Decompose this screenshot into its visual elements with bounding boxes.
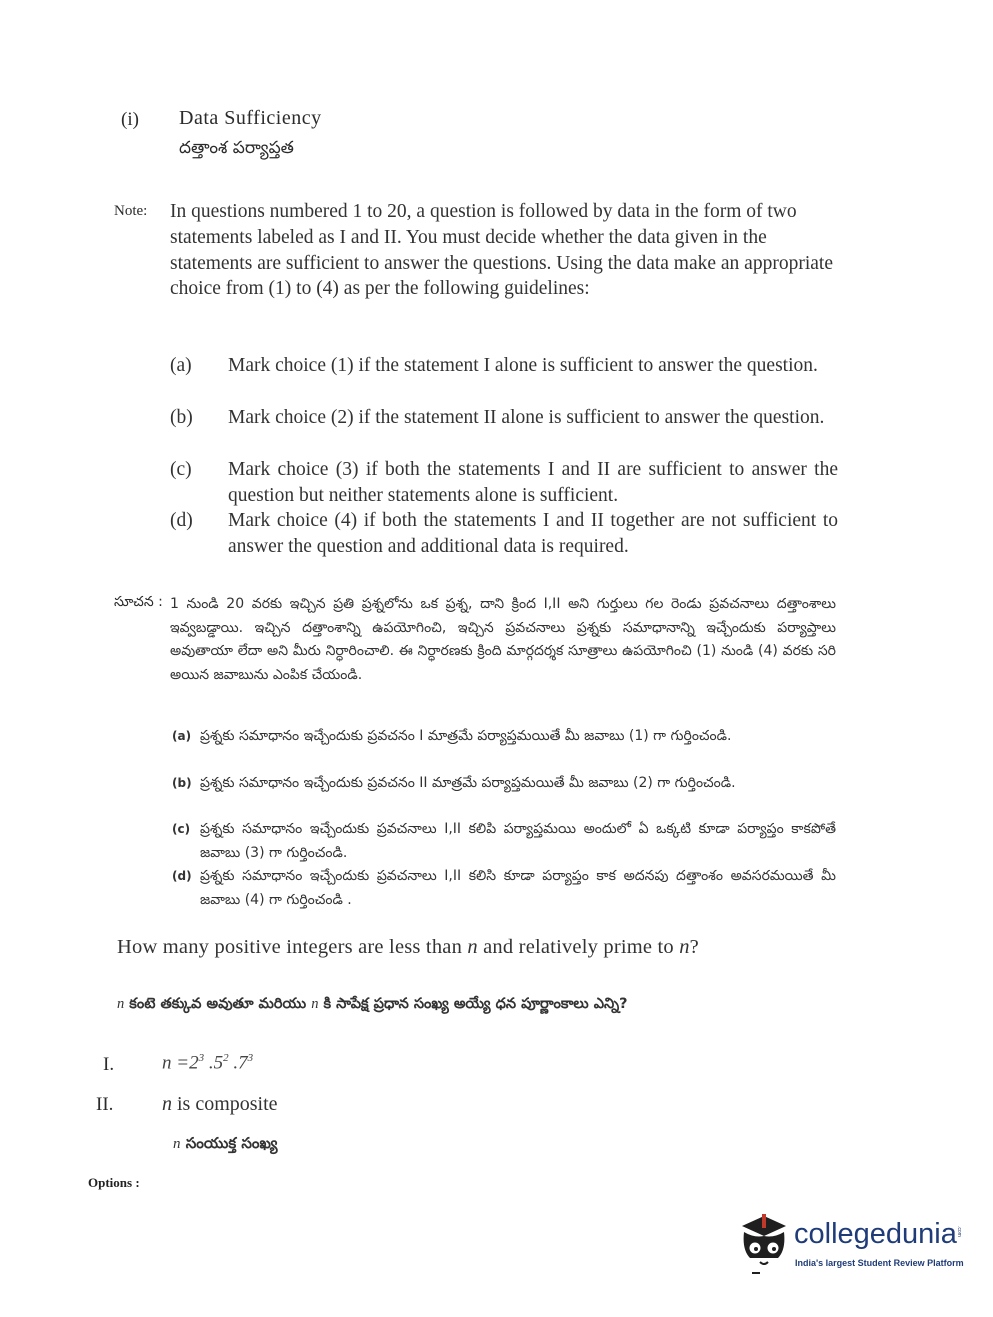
- statement-number: II.: [96, 1094, 114, 1115]
- guideline-item-telugu: [172, 865, 836, 912]
- guideline-text-telugu: ప్రశ్నకు సమాధానం ఇచ్చేందుకు ప్రవచనాలు I,II కలిసి కూడా పర్యాప్తం కాక అదనపు దత్తాంశం అవసరమయితే మీ జవాబు (4) గా గుర్తించండి .: [200, 868, 836, 908]
- guideline-item-telugu: [172, 772, 836, 796]
- section-title-telugu: దత్తాంశ పర్యాప్తత: [179, 138, 294, 158]
- guideline-letter: (d): [170, 510, 193, 531]
- logo-wordmark: collegedunia: [794, 1218, 957, 1250]
- collegedunia-logo: [734, 1210, 964, 1282]
- statement-text-telugu: n సంయుక్త సంఖ్య: [173, 1134, 278, 1152]
- guideline-item: [170, 508, 838, 560]
- guideline-letter: (b): [172, 776, 192, 790]
- statement-text: $n =2^3$ $.5^2$ $.7^3$: [162, 1052, 254, 1074]
- guideline-text: Mark choice (4) if both the statements I and II together are not sufficient to answer the question and additional data is required.: [228, 510, 838, 557]
- guideline-item-telugu: [172, 818, 836, 865]
- section-number: (i): [121, 109, 139, 130]
- guideline-letter: (a): [172, 729, 192, 743]
- guideline-text-telugu: ప్రశ్నకు సమాధానం ఇచ్చేందుకు ప్రవచనం I మాత్రమే పర్యాప్తమయితే మీ జవాబు (1) గా గుర్తించండి.: [200, 728, 732, 744]
- guideline-letter: (c): [172, 822, 191, 836]
- guideline-item: [170, 353, 838, 379]
- guideline-item: [170, 457, 838, 509]
- guideline-text-telugu: ప్రశ్నకు సమాధానం ఇచ్చేందుకు ప్రవచనాలు I,II కలిపి పర్యాప్తమయి అందులో ఏ ఒక్కటి కూడా పర్యాప్తం కాకపోతే జవాబు (3) గా గుర్తించండి.: [200, 821, 836, 861]
- note-text: In questions numbered 1 to 20, a question is followed by data in the form of two statements labeled as I and II. You must decide whether the data given in the statements are sufficient to answer the questions. Using the data make an appropriate choice from (1) to (4) as per the following guidelines:: [170, 201, 833, 300]
- guideline-letter: (b): [170, 407, 193, 428]
- guideline-text-telugu: ప్రశ్నకు సమాధానం ఇచ్చేందుకు ప్రవచనం II మాత్రమే పర్యాప్తమయితే మీ జవాబు (2) గా గుర్తించండి.: [200, 775, 736, 791]
- guideline-letter: (c): [170, 459, 192, 480]
- statement-text: n is composite: [162, 1093, 278, 1115]
- statement-number: I.: [103, 1054, 115, 1075]
- guideline-item-telugu: [172, 725, 836, 749]
- question-text: How many positive integers are less than n and relatively prime to n?: [117, 936, 699, 958]
- guideline-text: Mark choice (3) if both the statements I and II are sufficient to answer the question but neither statements alone is sufficient.: [228, 459, 838, 506]
- logo-domain: .com: [956, 1226, 962, 1237]
- note-label-telugu: సూచన :: [114, 594, 163, 610]
- guideline-text: Mark choice (2) if the statement II alone is sufficient to answer the question.: [228, 407, 825, 428]
- note-text-telugu: 1 నుండి 20 వరకు ఇచ్చిన ప్రతి ప్రశ్నలోను ఒక ప్రశ్న, దాని క్రింద I,II అని గుర్తులు గల రెండు ప్రవచనాలు దత్తాంశాలు ఇవ్వబడ్డాయి. ఇచ్చిన దత్తాంశాన్ని ఉపయోగించి, ఇచ్చిన ప్రవచనాలు ప్రశ్నకు సమాధానాన్ని ఇచ్చేందుకు పర్యాప్తాలు అవుతాయా లేదా అని మీరు నిర్ధారించాలి. ఈ నిర్ధారణకు క్రింది మార్గదర్శక సూత్రాలు ఉపయోగించి (1) నుండి (4) వరకు సరి అయిన జవాబును ఎంపిక చేయండి.: [170, 596, 836, 683]
- mascot-icon: [734, 1210, 794, 1282]
- guideline-text: Mark choice (1) if the statement I alone is sufficient to answer the question.: [228, 355, 818, 376]
- guideline-item: [170, 405, 838, 431]
- question-text-telugu: n కంటె తక్కువ అవుతూ మరియు n కి సాపేక్ష ప్రధాన సంఖ్య అయ్యే ధన పూర్ణాంకాలు ఎన్ని?: [117, 996, 628, 1012]
- section-title: Data Sufficiency: [179, 107, 322, 129]
- guideline-letter: (a): [170, 355, 192, 376]
- guideline-letter: (d): [172, 869, 192, 883]
- options-label: Options :: [88, 1175, 140, 1190]
- note-label: Note:: [114, 203, 148, 219]
- logo-tagline: India's largest Student Review Platform: [795, 1258, 964, 1268]
